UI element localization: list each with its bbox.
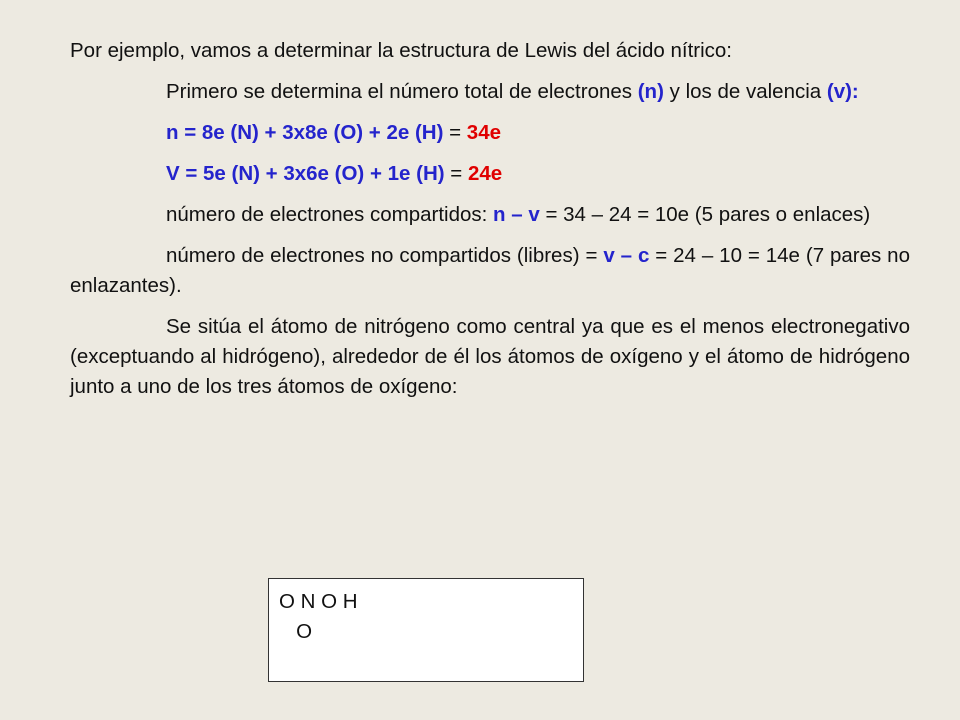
lone-text-a: número de electrones no compartidos (libres) =: [166, 244, 604, 267]
v-symbol: (v):: [826, 80, 859, 103]
lone-electrons: [70, 241, 910, 301]
slide-content: [70, 36, 910, 413]
shared-text-a: número de electrones compartidos:: [166, 203, 494, 226]
intro-paragraph: Por ejemplo, vamos a determinar la estructura de Lewis del ácido nítrico:: [70, 39, 733, 62]
lewis-structure-box: [268, 578, 584, 682]
lone-formula: v – c: [603, 244, 650, 267]
shared-electrons: [70, 200, 910, 230]
step-text-a: Primero se determina el número total de electrones: [166, 80, 638, 103]
equation-v-result: 24e: [467, 162, 503, 185]
equation-n: [70, 118, 910, 148]
equation-n-expr: n = 8e (N) + 3x8e (O) + 2e (H): [166, 121, 444, 144]
n-symbol: (n): [637, 80, 664, 103]
placement-paragraph: Se sitúa el átomo de nitrógeno como central ya que es el menos electronegativo (exceptuando al hidrógeno), alrededor de él los átomos de oxígeno y el átomo de hidrógeno junto a uno de los tres átomos de oxígeno:: [70, 315, 910, 398]
equation-v-eq: =: [444, 162, 468, 185]
shared-text-b: = 34 – 24 = 10e (5 pares o enlaces): [539, 203, 871, 226]
lewis-row-2: O: [279, 620, 313, 643]
equation-v-expr: V = 5e (N) + 3x6e (O) + 1e (H): [166, 162, 445, 185]
step-text-b: y los de valencia: [663, 80, 827, 103]
equation-v: [70, 159, 910, 189]
lewis-row-1: O N O H: [279, 590, 358, 613]
equation-n-eq: =: [443, 121, 467, 144]
lone-text-b: = 24 – 10 = 14e (7 pares no enlazantes).: [70, 244, 910, 297]
shared-formula: n – v: [493, 203, 540, 226]
step-total-electrons: [70, 77, 910, 107]
equation-n-result: 34e: [466, 121, 502, 144]
